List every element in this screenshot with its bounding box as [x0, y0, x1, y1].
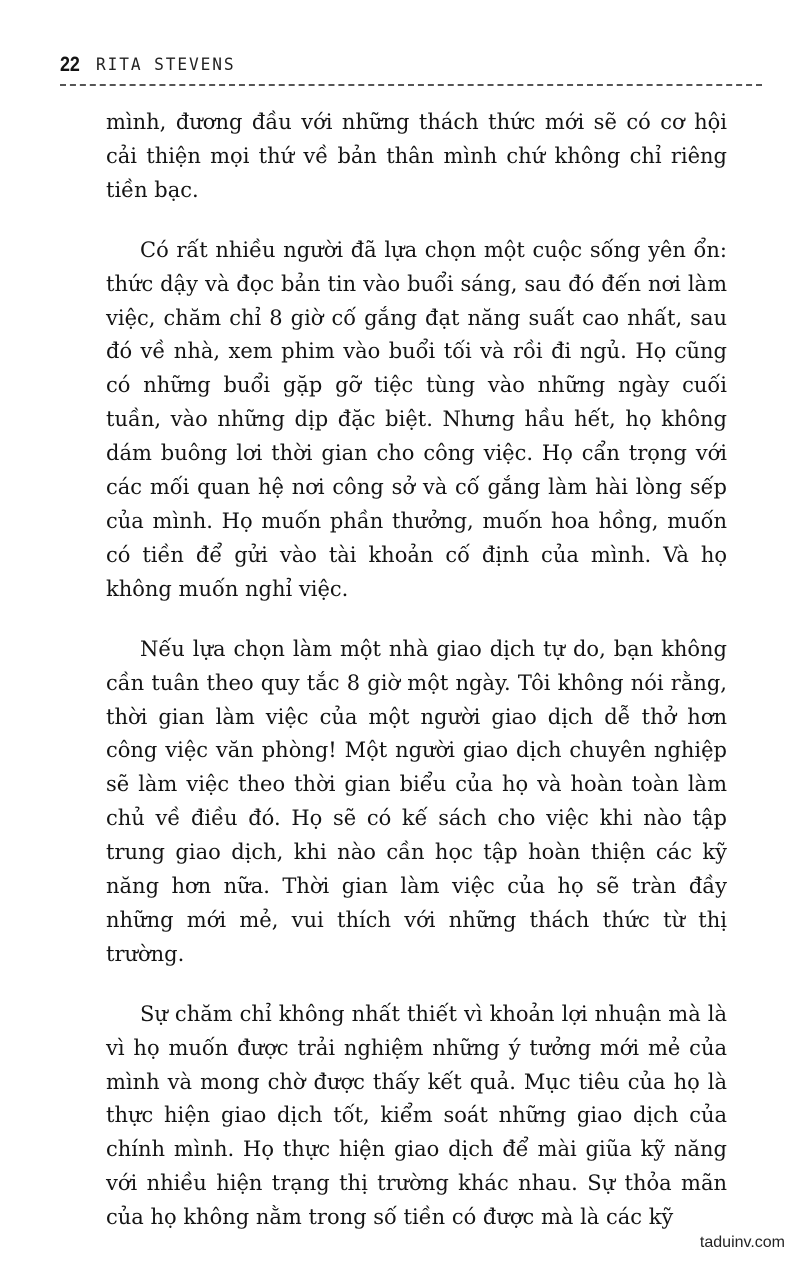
body-text	[106, 106, 727, 1235]
page-number: 22	[60, 53, 80, 76]
paragraph: Có rất nhiều người đã lựa chọn một cuộc sống yên ổn: thức dậy và đọc bản tin vào buổi sáng, sau đó đến nơi làm việc, chăm chỉ 8 giờ cố gắng đạt năng suất cao nhất, sau đó về nhà, xem phim vào buổi tối và rồi đi ngủ. Họ cũng có những buổi gặp gỡ tiệc tùng vào những ngày cuối tuần, vào những dịp đặc biệt. Nhưng hầu hết, họ không dám buông lơi thời gian cho công việc. Họ cẩn trọng với các mối quan hệ nơi công sở và cố gắng làm hài lòng sếp của mình. Họ muốn phần thưởng, muốn hoa hồng, muốn có tiền để gửi vào tài khoản cố định của mình. Và họ không muốn nghỉ việc.	[106, 237, 727, 601]
paragraph: mình, đương đầu với những thách thức mới sẽ có cơ hội cải thiện mọi thứ về bản thân mình chứ không chỉ riêng tiền bạc.	[106, 110, 727, 202]
paragraph: Sự chăm chỉ không nhất thiết vì khoản lợi nhuận mà là vì họ muốn được trải nghiệm những ý tưởng mới mẻ của mình và mong chờ được thấy kết quả. Mục tiêu của họ là thực hiện giao dịch tốt, kiểm soát những giao dịch của chính mình. Họ thực hiện giao dịch để mài giũa kỹ năng với nhiều hiện trạng thị trường khác nhau. Sự thỏa mãn của họ không nằm trong số tiền có được mà là các kỹ	[106, 1001, 727, 1230]
running-title: RITA STEVENS	[96, 55, 236, 75]
site-watermark: taduinv.com	[699, 1234, 785, 1251]
page-header	[60, 50, 760, 80]
header-divider	[60, 84, 762, 86]
paragraph: Nếu lựa chọn làm một nhà giao dịch tự do, bạn không cần tuân theo quy tắc 8 giờ một ngày. Tôi không nói rằng, thời gian làm việc của một người giao dịch dễ thở hơn công việc văn phòng! Một người giao dịch chuyên nghiệp sẽ làm việc theo thời gian biểu của họ và hoàn toàn làm chủ về điều đó. Họ sẽ có kế sách cho việc khi nào tập trung giao dịch, khi nào cần học tập hoàn thiện các kỹ năng hơn nữa. Thời gian làm việc của họ sẽ tràn đầy những mới mẻ, vui thích với những thách thức từ thị trường.	[106, 636, 727, 966]
